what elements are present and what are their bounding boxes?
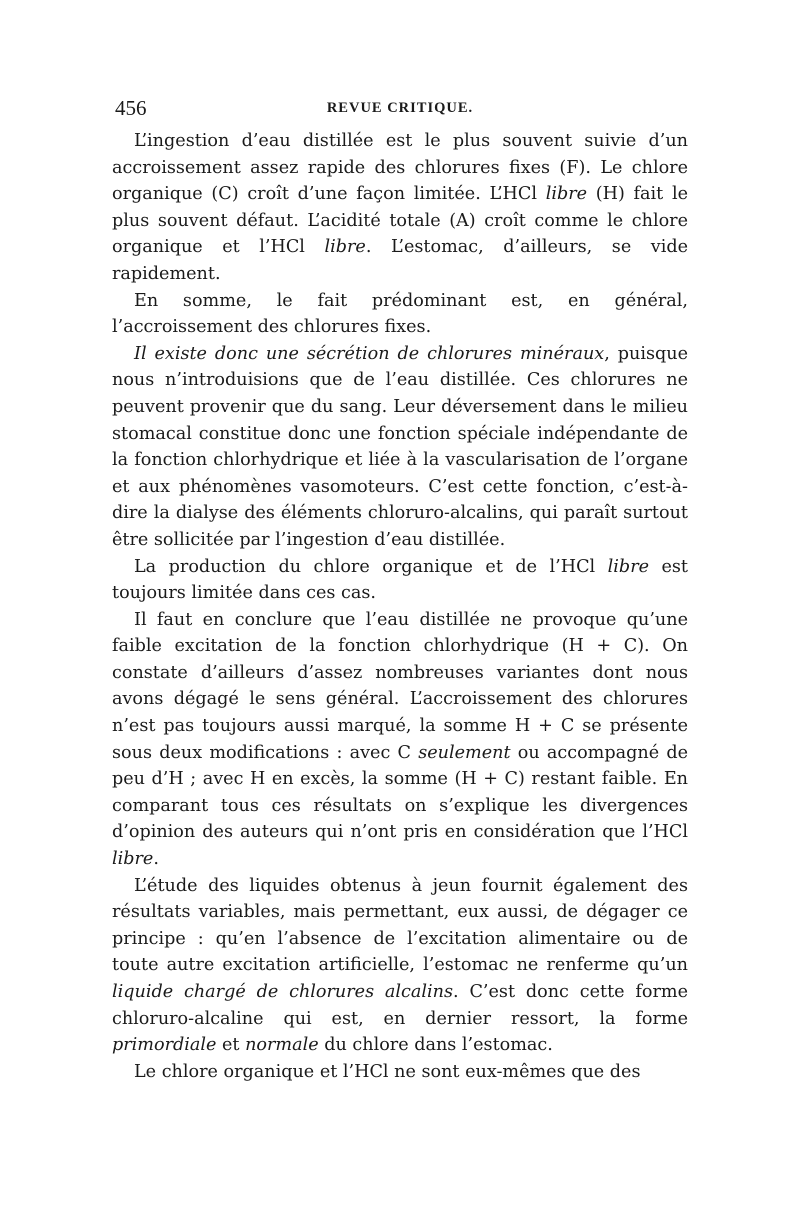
italic-run: Il existe donc une sécrétion de chlorures minéraux — [134, 343, 605, 364]
text-run: est toujours limitée dans ces cas. — [112, 556, 689, 604]
paragraph — [112, 1059, 688, 1086]
italic-run: libre — [112, 849, 154, 870]
text-run: . L’estomac, d’ailleurs, se vide rapidement. — [112, 237, 689, 284]
italic-run: libre — [324, 237, 366, 258]
paragraph — [112, 288, 688, 341]
paragraph — [112, 607, 688, 873]
italic-run: normale — [245, 1035, 319, 1056]
italic-run: primordiale — [112, 1035, 217, 1056]
paragraph — [112, 873, 688, 1059]
italic-run: libre — [607, 556, 650, 577]
text-run: L’ingestion d’eau distillée est le plus souvent suivie d’un accroissement assez rapide des chlorures fixes (F). Le chlore organique (C) croît d’une façon limitée. L’HCl — [112, 131, 688, 205]
italic-run: libre — [545, 184, 588, 205]
page-number: 456 — [115, 96, 147, 120]
italic-run: liquide chargé de chlorures alcalins — [112, 982, 454, 1002]
text-run: (H) fait le plus souvent défaut. L’acidité totale (A) croît comme le chlore organique et l’HCl — [112, 184, 688, 258]
text-run: du chlore dans l’estomac. — [318, 1035, 553, 1056]
paragraph — [112, 128, 688, 288]
body-text — [112, 128, 688, 1085]
text-run: L’étude des liquides obtenus à jeun fournit également des résultats variables, mais permettant, eux aussi, de dégager ce principe : qu’en l’absence de l’excitation alimentaire ou de toute autre excitation artificielle, l’estomac ne renferme qu’un — [112, 875, 688, 976]
text-run: En somme, le fait prédominant est, en général, l’accroissement des chlorures fixes. — [112, 290, 688, 338]
paragraph — [112, 554, 688, 607]
text-run: La production du chlore organique et de l’HCl — [134, 556, 608, 577]
text-run: ou accompagné de peu d’H ; avec H en excès, la somme (H + C) restant faible. En comparant tous ces résultats on s’explique les divergences d’opinion des auteurs qui n’ont pris en considération que l’HCl — [112, 742, 688, 843]
italic-run: seulement — [418, 742, 511, 763]
text-run: . — [153, 849, 159, 870]
text-run: et — [216, 1035, 246, 1056]
book-page — [112, 96, 688, 1085]
running-head — [112, 96, 688, 126]
running-title: REVUE CRITIQUE. — [326, 100, 474, 116]
text-run: . C’est donc cette forme chloruro-alcaline qui est, en dernier ressort, la forme — [112, 982, 688, 1029]
text-run: Il faut en conclure que l’eau distillée ne provoque qu’une faible excitation de la fonction chlorhydrique (H + C). On constate d’ailleurs d’assez nombreuses variantes dont nous avons dégagé le sens général. L’accroissement des chlorures n’est pas toujours aussi marqué, la somme H + C se présente sous deux modifications : avec C — [112, 609, 688, 763]
paragraph — [112, 341, 688, 554]
text-run: , puisque nous n’introduisions que de l’eau distillée. Ces chlorures ne peuvent provenir que du sang. Leur déversement dans le milieu stomacal constitue donc une fonction spéciale indépendante de la fonction chlorhydrique et liée à la vascularisation de l’organe et aux phénomènes vasomoteurs. C’est cette fonction, c’est-à-dire la dialyse des éléments chloruro-alcalins, qui paraît surtout être sollicitée par l’ingestion d’eau distillée. — [112, 343, 688, 550]
text-run: Le chlore organique et l’HCl ne sont eux-mêmes que des — [134, 1061, 641, 1082]
